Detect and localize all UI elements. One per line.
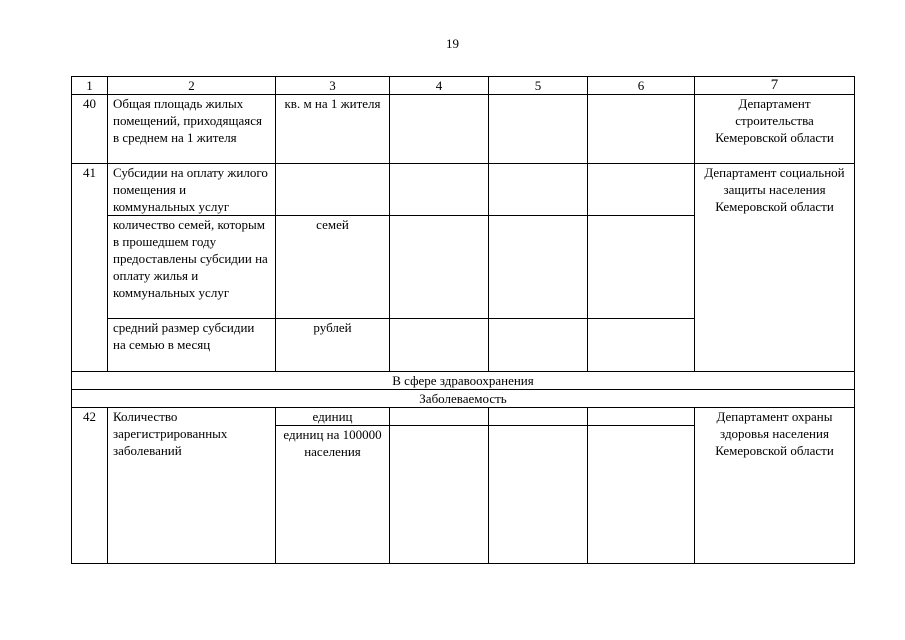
department-cell: Департамент охраны здоровья населения Кемеровской области [695,408,855,564]
header-cell: 6 [588,77,695,95]
unit-cell: единиц на 100000 населения [276,426,390,564]
page-number: 19 [446,36,459,51]
unit-cell: рублей [276,319,390,372]
value-cell [588,426,695,564]
department-cell: Департамент социальной защиты населения Кемеровской области [695,164,855,372]
header-cell: 2 [108,77,276,95]
header-row [72,77,855,95]
indicator-name: Субсидии на оплату жилого помещения и коммунальных услуг [108,164,276,216]
table-row [72,408,855,426]
indicator-name: средний размер субсидии на семью в месяц [108,319,276,372]
value-cell [390,426,489,564]
section-row [72,372,855,390]
row-number: 41 [72,164,108,372]
value-cell [489,408,588,426]
header-cell: 1 [72,77,108,95]
row-number: 40 [72,95,108,164]
header-cell: 7 [695,77,855,95]
value-cell [489,426,588,564]
indicator-name: Общая площадь жилых помещений, приходящаяся в среднем на 1 жителя [108,95,276,164]
section-row [72,390,855,408]
indicator-name: количество семей, которым в прошедшем году предоставлены субсидии на оплату жилья и коммунальных услуг [108,216,276,319]
value-cell [390,408,489,426]
value-cell [588,164,695,216]
value-cell [489,164,588,216]
row-number: 42 [72,408,108,564]
value-cell [390,216,489,319]
value-cell [489,319,588,372]
unit-cell [276,164,390,216]
subsection-title: Заболеваемость [72,390,855,408]
header-cell: 3 [276,77,390,95]
value-cell [390,95,489,164]
value-cell [390,164,489,216]
value-cell [588,95,695,164]
table-row [72,164,855,216]
header-cell: 5 [489,77,588,95]
value-cell [588,408,695,426]
unit-cell: единиц [276,408,390,426]
table-row [72,95,855,164]
unit-cell: семей [276,216,390,319]
value-cell [588,319,695,372]
department-cell: Департамент строительства Кемеровской области [695,95,855,164]
indicator-name: Количество зарегистрированных заболеваний [108,408,276,564]
header-cell: 4 [390,77,489,95]
value-cell [390,319,489,372]
value-cell [489,95,588,164]
value-cell [489,216,588,319]
section-title: В сфере здравоохранения [72,372,855,390]
value-cell [588,216,695,319]
unit-cell: кв. м на 1 жителя [276,95,390,164]
indicators-table [71,76,855,564]
